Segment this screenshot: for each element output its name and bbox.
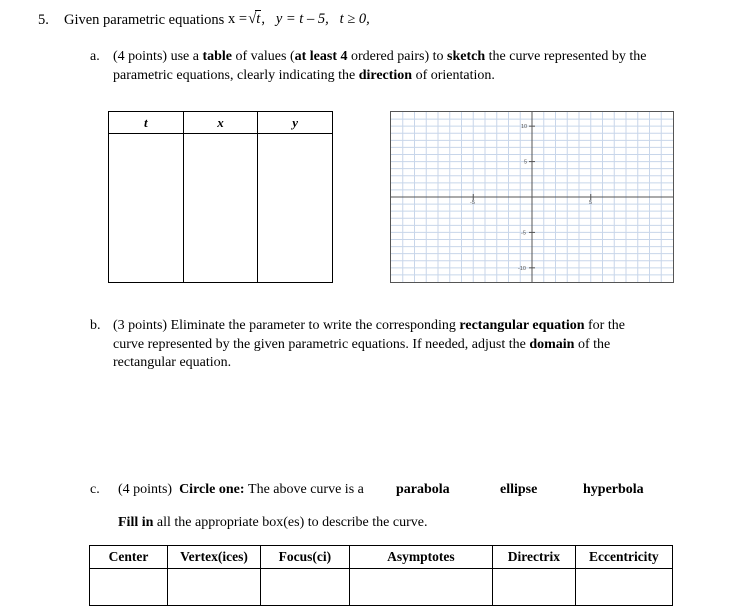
part-c-circle-one: Circle one: [179, 482, 245, 497]
part-a-text-3: ordered pairs) to [347, 49, 448, 64]
choice-hyperbola[interactable]: hyperbola [583, 482, 644, 497]
values-table-body-row [109, 134, 332, 283]
desc-cell-vertices[interactable] [168, 569, 261, 606]
sqrt-icon: √t [248, 11, 261, 27]
desc-cell-center[interactable] [90, 569, 168, 606]
choice-ellipse[interactable]: ellipse [500, 482, 538, 497]
part-a-bold-sketch: sketch [447, 49, 486, 64]
part-a-text-5: of orientation. [412, 67, 495, 83]
desc-cell-directrix[interactable] [493, 569, 575, 606]
desc-cell-foci[interactable] [261, 569, 350, 606]
description-table-header-row [90, 546, 673, 569]
part-b-label: b. [90, 318, 101, 333]
part-c-label: c. [90, 482, 100, 497]
part-b-text-3: of the rectangular equation. [113, 336, 611, 371]
part-a-text [113, 48, 673, 85]
svg-text:-10: -10 [518, 266, 526, 272]
fill-in-instruction [118, 515, 427, 531]
desc-header-center: Center [90, 546, 168, 569]
values-table-cell-x[interactable] [183, 134, 258, 283]
part-a-bold-direction: direction [358, 67, 413, 83]
part-a-text-1: use a [167, 49, 203, 64]
description-table[interactable] [89, 545, 673, 606]
svg-text:5: 5 [524, 159, 528, 166]
svg-text:10: 10 [521, 124, 528, 130]
part-b-bold-domain: domain [529, 336, 575, 352]
choice-parabola[interactable]: parabola [396, 482, 450, 497]
desc-cell-asymptotes[interactable] [349, 569, 492, 606]
values-table-header-y: y [257, 112, 332, 133]
coordinate-grid-svg [391, 112, 673, 282]
part-c-points: (4 points) [118, 482, 173, 497]
desc-cell-eccentricity[interactable] [575, 569, 672, 606]
part-b-text-1: Eliminate the parameter to write the corresponding [167, 318, 460, 333]
part-c-prompt: The above curve is a [248, 482, 364, 497]
equation-spacer [329, 11, 340, 27]
axes [391, 112, 673, 282]
part-b-points: (3 points) [113, 318, 168, 333]
part-b-text-2: for the curve represented by the given parametric equations. If needed, adjust the [113, 318, 625, 352]
part-c-text [118, 482, 364, 498]
part-b-text [113, 317, 658, 373]
question-number: 5. [38, 12, 49, 28]
svg-text:5: 5 [589, 200, 593, 206]
equation-domain: t ≥ 0, [339, 11, 370, 27]
part-a-text-2: of values ( [232, 49, 295, 64]
table-row [90, 569, 673, 606]
part-b-bold-rect: rectangular equation [459, 318, 585, 333]
part-a-label: a. [90, 49, 100, 64]
svg-text:-5: -5 [521, 230, 526, 237]
axis-labels [470, 124, 592, 272]
desc-header-asymptotes: Asymptotes [349, 546, 492, 569]
coordinate-grid[interactable] [390, 111, 674, 283]
desc-header-directrix: Directrix [493, 546, 575, 569]
svg-text:-5: -5 [470, 200, 475, 206]
equation-x-lhs: x = [228, 11, 248, 27]
desc-header-eccentricity: Eccentricity [575, 546, 672, 569]
fill-in-bold: Fill in [118, 515, 154, 530]
parametric-equations [228, 10, 370, 28]
fill-in-rest: all the appropriate box(es) to describe the curve. [153, 515, 428, 530]
values-table-header-x: x [183, 112, 258, 133]
part-a-bold-table: table [202, 49, 233, 64]
part-a-points: (4 points) [113, 49, 168, 64]
values-table-header-row [109, 112, 332, 134]
values-table-cell-y[interactable] [257, 134, 332, 283]
values-table-header-t: t [144, 115, 148, 130]
equation-y: y = t – 5, [275, 11, 329, 27]
desc-header-vertices: Vertex(ices) [168, 546, 261, 569]
desc-header-foci: Focus(ci) [261, 546, 350, 569]
part-a-text-4: the curve represented by the parametric equations, clearly indicating the [113, 49, 647, 83]
equation-comma: , [261, 11, 276, 27]
values-table[interactable] [108, 111, 333, 283]
values-table-cell-t[interactable] [109, 134, 183, 283]
question-stem: Given parametric equations [64, 12, 225, 28]
part-a-bold-atleast: at least 4 [294, 49, 348, 64]
radicand: t [256, 11, 261, 27]
